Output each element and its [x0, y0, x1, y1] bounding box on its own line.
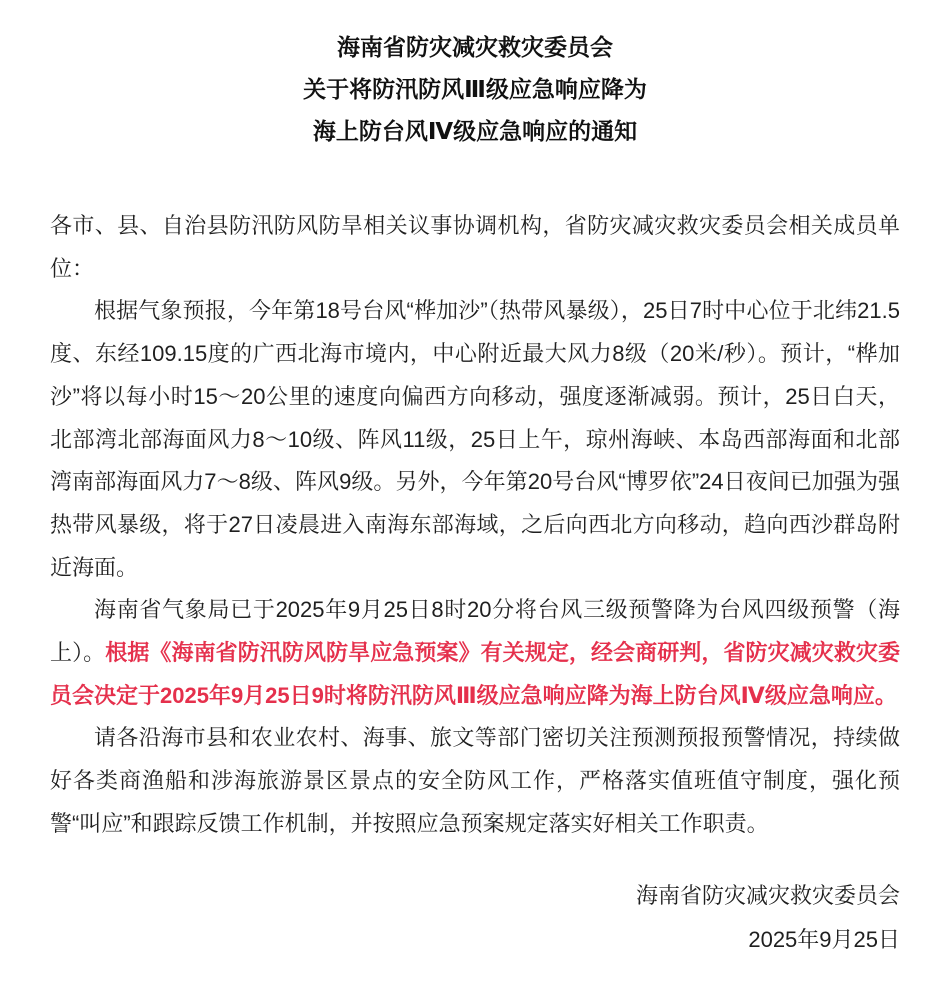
title-line-subject-1: 关于将防汛防风Ⅲ级应急响应降为 — [303, 76, 647, 102]
signature-organization: 海南省防灾减灾救灾委员会 — [635, 882, 900, 908]
title-line-subject-2: 海上防台风Ⅳ级应急响应的通知 — [312, 118, 638, 144]
response-adjustment-highlight-text: 根据《海南省防汛防风防旱应急预案》有关规定，经会商研判，省防灾减灾救灾委员会决定于2025年9月25日9时将防汛防风Ⅲ级应急响应降为海上防台风Ⅳ级应急响应。 — [50, 640, 900, 708]
paragraph-response-adjustment — [50, 589, 900, 717]
document-body — [50, 205, 900, 846]
paragraph-work-requirements: 请各沿海市县和农业农村、海事、旅文等部门密切关注预测预报预警情况，持续做好各类商渔船和涉海旅游景区景点的安全防风工作，严格落实值班值守制度，强化预警“叫应”和跟踪反馈工作机制，并按照应急预案规定落实好相关工作职责。 — [50, 725, 900, 836]
paragraph-typhoon-forecast: 根据气象预报，今年第18号台风“桦加沙”（热带风暴级），25日7时中心位于北纬21.5度、东经109.15度的广西北海市境内，中心附近最大风力8级（20米/秒）。预计，“桦加沙”将以每小时15～20公里的速度向偏西方向移动，强度逐渐减弱。预计，25日白天，北部湾北部海面风力8～10级、阵风11级，25日上午，琼州海峡、本岛西部海面和北部湾南部海面风力7～8级、阵风9级。另外，今年第20号台风“博罗依”24日夜间已加强为强热带风暴级，将于27日凌晨进入南海东部海域，之后向西北方向移动，趋向西沙群岛附近海面。 — [50, 298, 900, 580]
salutation: 各市、县、自治县防汛防风防旱相关议事协调机构，省防灾减灾救灾委员会相关成员单位： — [50, 213, 900, 281]
title-line-committee: 海南省防灾减灾救灾委员会 — [337, 34, 613, 60]
signature-block — [50, 874, 900, 962]
signature-date: 2025年9月25日 — [748, 926, 900, 952]
document-title — [50, 26, 900, 152]
response-adjustment-normal-text: 海南省气象局已于2025年9月25日8时20分将台风三级预警降为台风四级预警（海上）。 — [50, 597, 900, 666]
